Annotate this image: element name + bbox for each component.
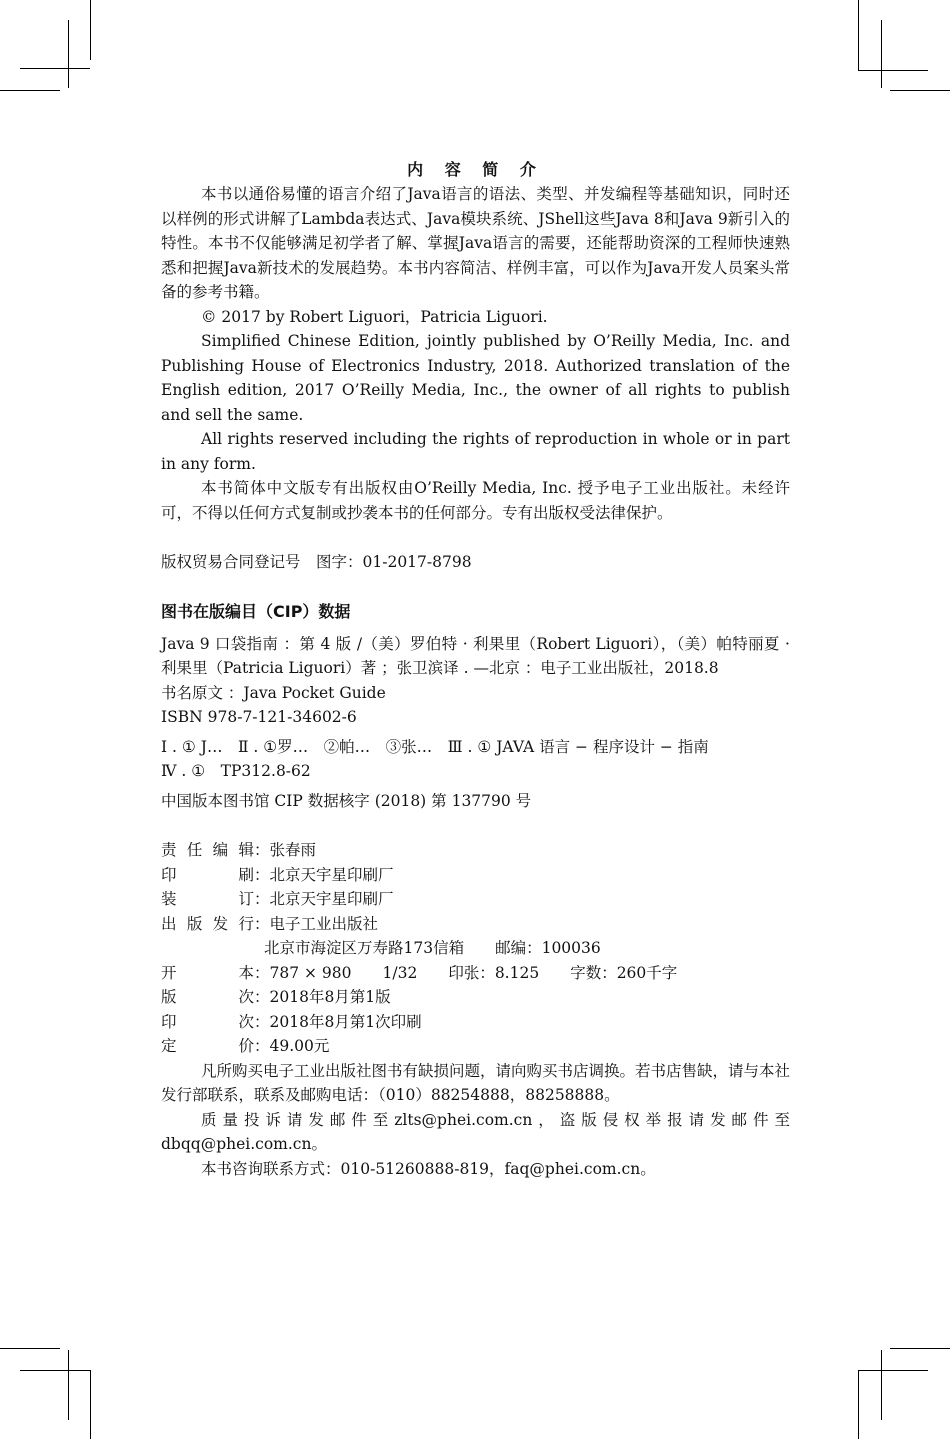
imprint-row — [161, 961, 790, 986]
imprint-value: ：787 × 980 1/32 印张：8.125 字数：260千字 — [254, 963, 678, 982]
complaint-notice: 质量投诉请发邮件至zlts@phei.com.cn，盗版侵权举报请发邮件至dbqq@phei.com.cn。 — [161, 1110, 790, 1153]
imprint-label — [161, 936, 254, 961]
crop-mark-bl-v1 — [68, 1350, 69, 1420]
imprint-label: 开 本 — [161, 963, 254, 982]
rights-reserved-notice: All rights reserved including the rights of reproduction in whole or in part in any form. — [161, 430, 790, 473]
crop-mark-bl-v2 — [90, 1370, 91, 1439]
contract-registration: 版权贸易合同登记号 图字：01-2017-8798 — [161, 553, 472, 571]
imprint-value: ：北京天宇星印刷厂 — [254, 865, 394, 884]
crop-mark-br-v1 — [881, 1350, 882, 1420]
imprint-row — [161, 1010, 790, 1035]
cip-classification-1: Ⅰ . ① J… Ⅱ . ①罗… ②帕… ③张… Ⅲ . ① JAVA 语言 − 程序设计 − 指南 — [161, 737, 709, 756]
imprint-row — [161, 936, 790, 961]
cip-entry: Java 9 口袋指南 ：第 4 版 /（美）罗伯特 · 利果里（Robert Liguori），（美）帕特丽夏 · 利果里（Patricia Liguori）著 ；张卫滨译 . —北京 ：电子工业出版社，2018.8 — [161, 634, 790, 677]
imprint-row — [161, 887, 790, 912]
imprint-label: 出 版 发 行 — [161, 914, 254, 933]
imprint-label: 责 任 编 辑 — [161, 841, 254, 859]
imprint-row — [161, 912, 790, 937]
imprint-value: ：北京天宇星印刷厂 — [254, 890, 394, 908]
crop-mark-tl-h2 — [0, 90, 60, 91]
crop-mark-br-h2 — [858, 1370, 928, 1371]
imprint-value: ：2018年8月第1版 — [254, 988, 391, 1006]
imprint-label: 装 订 — [161, 890, 254, 908]
copyright-page — [161, 158, 790, 1181]
crop-mark-bl-h2 — [20, 1370, 90, 1371]
edition-notice: Simplified Chinese Edition, jointly published by O’Reilly Media, Inc. and Publishing House of Electronics Industry, 2018. Authorized translation of the English edition, 2017 O’Reilly Media, Inc., the owner of all rights to publish and sell the same. — [161, 332, 790, 424]
imprint-row — [161, 863, 790, 888]
imprint-list — [161, 838, 790, 1059]
imprint-value: ：2018年8月第1次印刷 — [254, 1012, 422, 1031]
page-title: 内 容 简 介 — [407, 160, 544, 179]
cip-classification-2: Ⅳ . ① TP312.8-62 — [161, 762, 311, 780]
crop-mark-tl-v1 — [90, 0, 91, 60]
crop-mark-br-h1 — [890, 1348, 950, 1349]
imprint-label: 印 刷 — [161, 865, 254, 884]
imprint-value: 北京市海淀区万寿路173信箱 邮编：100036 — [264, 939, 601, 957]
imprint-value: ：张春雨 — [254, 841, 317, 859]
crop-mark-tr-h2 — [890, 90, 950, 91]
crop-mark-tr-v1 — [858, 0, 859, 70]
cip-heading: 图书在版编目（CIP）数据 — [161, 601, 351, 621]
cip-isbn: ISBN 978-7-121-34602-6 — [161, 708, 357, 726]
purchase-notice: 凡所购买电子工业出版社图书有缺损问题，请向购买书店调换。若书店售缺，请与本社发行部联系，联系及邮购电话：（010）88254888，88258888。 — [161, 1061, 791, 1104]
crop-mark-bl-h1 — [0, 1348, 60, 1349]
imprint-value: ：电子工业出版社 — [254, 914, 379, 933]
imprint-value: ：49.00元 — [254, 1037, 330, 1055]
cip-original-title: 书名原文 ：Java Pocket Guide — [161, 683, 386, 702]
copyright-line: © 2017 by Robert Liguori，Patricia Liguori. — [201, 307, 548, 326]
crop-mark-tr-v2 — [881, 20, 882, 88]
crop-mark-tl-h1 — [20, 68, 90, 69]
cip-library-note: 中国版本图书馆 CIP 数据核字 (2018) 第 137790 号 — [161, 791, 532, 810]
summary-paragraph: 本书以通俗易懂的语言介绍了Java语言的语法、类型、并发编程等基础知识，同时还以样例的形式讲解了Lambda表达式、Java模块系统、JShell这些Java 8和Java 9新引入的特性。本书不仅能够满足初学者了解、掌握Java语言的需要，还能帮助资深的工程师快速熟悉和把握Java新技术的发展趋势。本书内容简洁、样例丰富，可以作为Java开发人员案头常备的参考书籍。 — [161, 185, 790, 301]
imprint-row — [161, 838, 790, 863]
crop-mark-tl-v2 — [68, 20, 69, 88]
chinese-rights-notice: 本书简体中文版专有出版权由O’Reilly Media, Inc. 授予电子工业出版社。未经许可，不得以任何方式复制或抄袭本书的任何部分。专有出版权受法律保护。 — [161, 479, 790, 522]
crop-mark-br-v2 — [858, 1370, 859, 1439]
imprint-label: 印 次 — [161, 1012, 254, 1031]
imprint-row — [161, 985, 790, 1010]
contact-notice: 本书咨询联系方式：010-51260888-819，faq@phei.com.cn。 — [201, 1159, 656, 1178]
imprint-label: 版 次 — [161, 988, 254, 1006]
imprint-label: 定 价 — [161, 1037, 254, 1055]
imprint-row — [161, 1034, 790, 1059]
crop-mark-tr-h1 — [858, 70, 928, 71]
